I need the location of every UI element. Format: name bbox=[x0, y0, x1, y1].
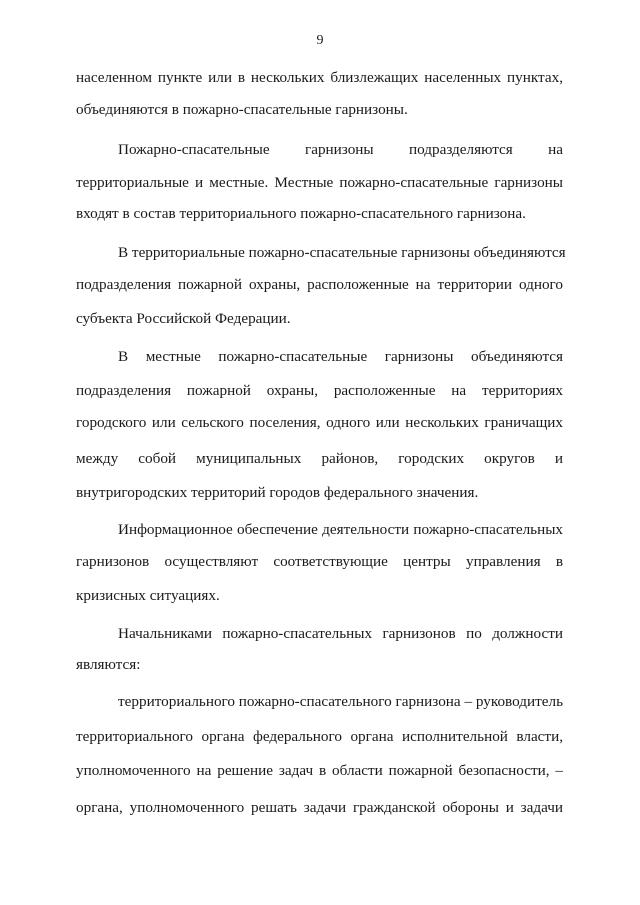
text-line: Информационное обеспечение деятельности пожарно-спасательных bbox=[118, 521, 563, 538]
text-line: между собой муниципальных районов, городских округов и bbox=[76, 450, 563, 467]
text-line: Начальниками пожарно-спасательных гарнизонов по должности bbox=[118, 625, 563, 642]
text-line: территориального пожарно-спасательного гарнизона – руководитель bbox=[118, 693, 563, 710]
text-line: кризисных ситуациях. bbox=[76, 587, 220, 604]
text-line: гарнизонов осуществляют соответствующие центры управления в bbox=[76, 553, 563, 570]
text-line: уполномоченного на решение задач в области пожарной безопасности, – bbox=[76, 762, 563, 779]
text-line: внутригородских территорий городов федерального значения. bbox=[76, 484, 479, 501]
text-line: входят в состав территориального пожарно-спасательного гарнизона. bbox=[76, 205, 526, 222]
text-line: Пожарно-спасательные гарнизоны подразделяются на bbox=[118, 141, 563, 158]
text-line: подразделения пожарной охраны, расположенные на территории одного bbox=[76, 276, 563, 293]
text-line: населенном пункте или в нескольких близлежащих населенных пунктах, bbox=[76, 69, 563, 86]
text-line: субъекта Российской Федерации. bbox=[76, 310, 291, 327]
text-line: городского или сельского поселения, одного или нескольких граничащих bbox=[76, 414, 563, 431]
text-line: объединяются в пожарно-спасательные гарнизоны. bbox=[76, 101, 408, 118]
text-line: подразделения пожарной охраны, расположенные на территориях bbox=[76, 382, 563, 399]
text-line: территориальные и местные. Местные пожарно-спасательные гарнизоны bbox=[76, 174, 563, 191]
text-line: территориального органа федерального органа исполнительной власти, bbox=[76, 728, 563, 745]
text-line: В территориальные пожарно-спасательные гарнизоны объединяются bbox=[118, 244, 566, 261]
text-line: В местные пожарно-спасательные гарнизоны объединяются bbox=[118, 348, 563, 365]
text-line: являются: bbox=[76, 656, 141, 673]
page-number: 9 bbox=[316, 33, 324, 48]
text-line: органа, уполномоченного решать задачи гражданской обороны и задачи bbox=[76, 799, 563, 816]
